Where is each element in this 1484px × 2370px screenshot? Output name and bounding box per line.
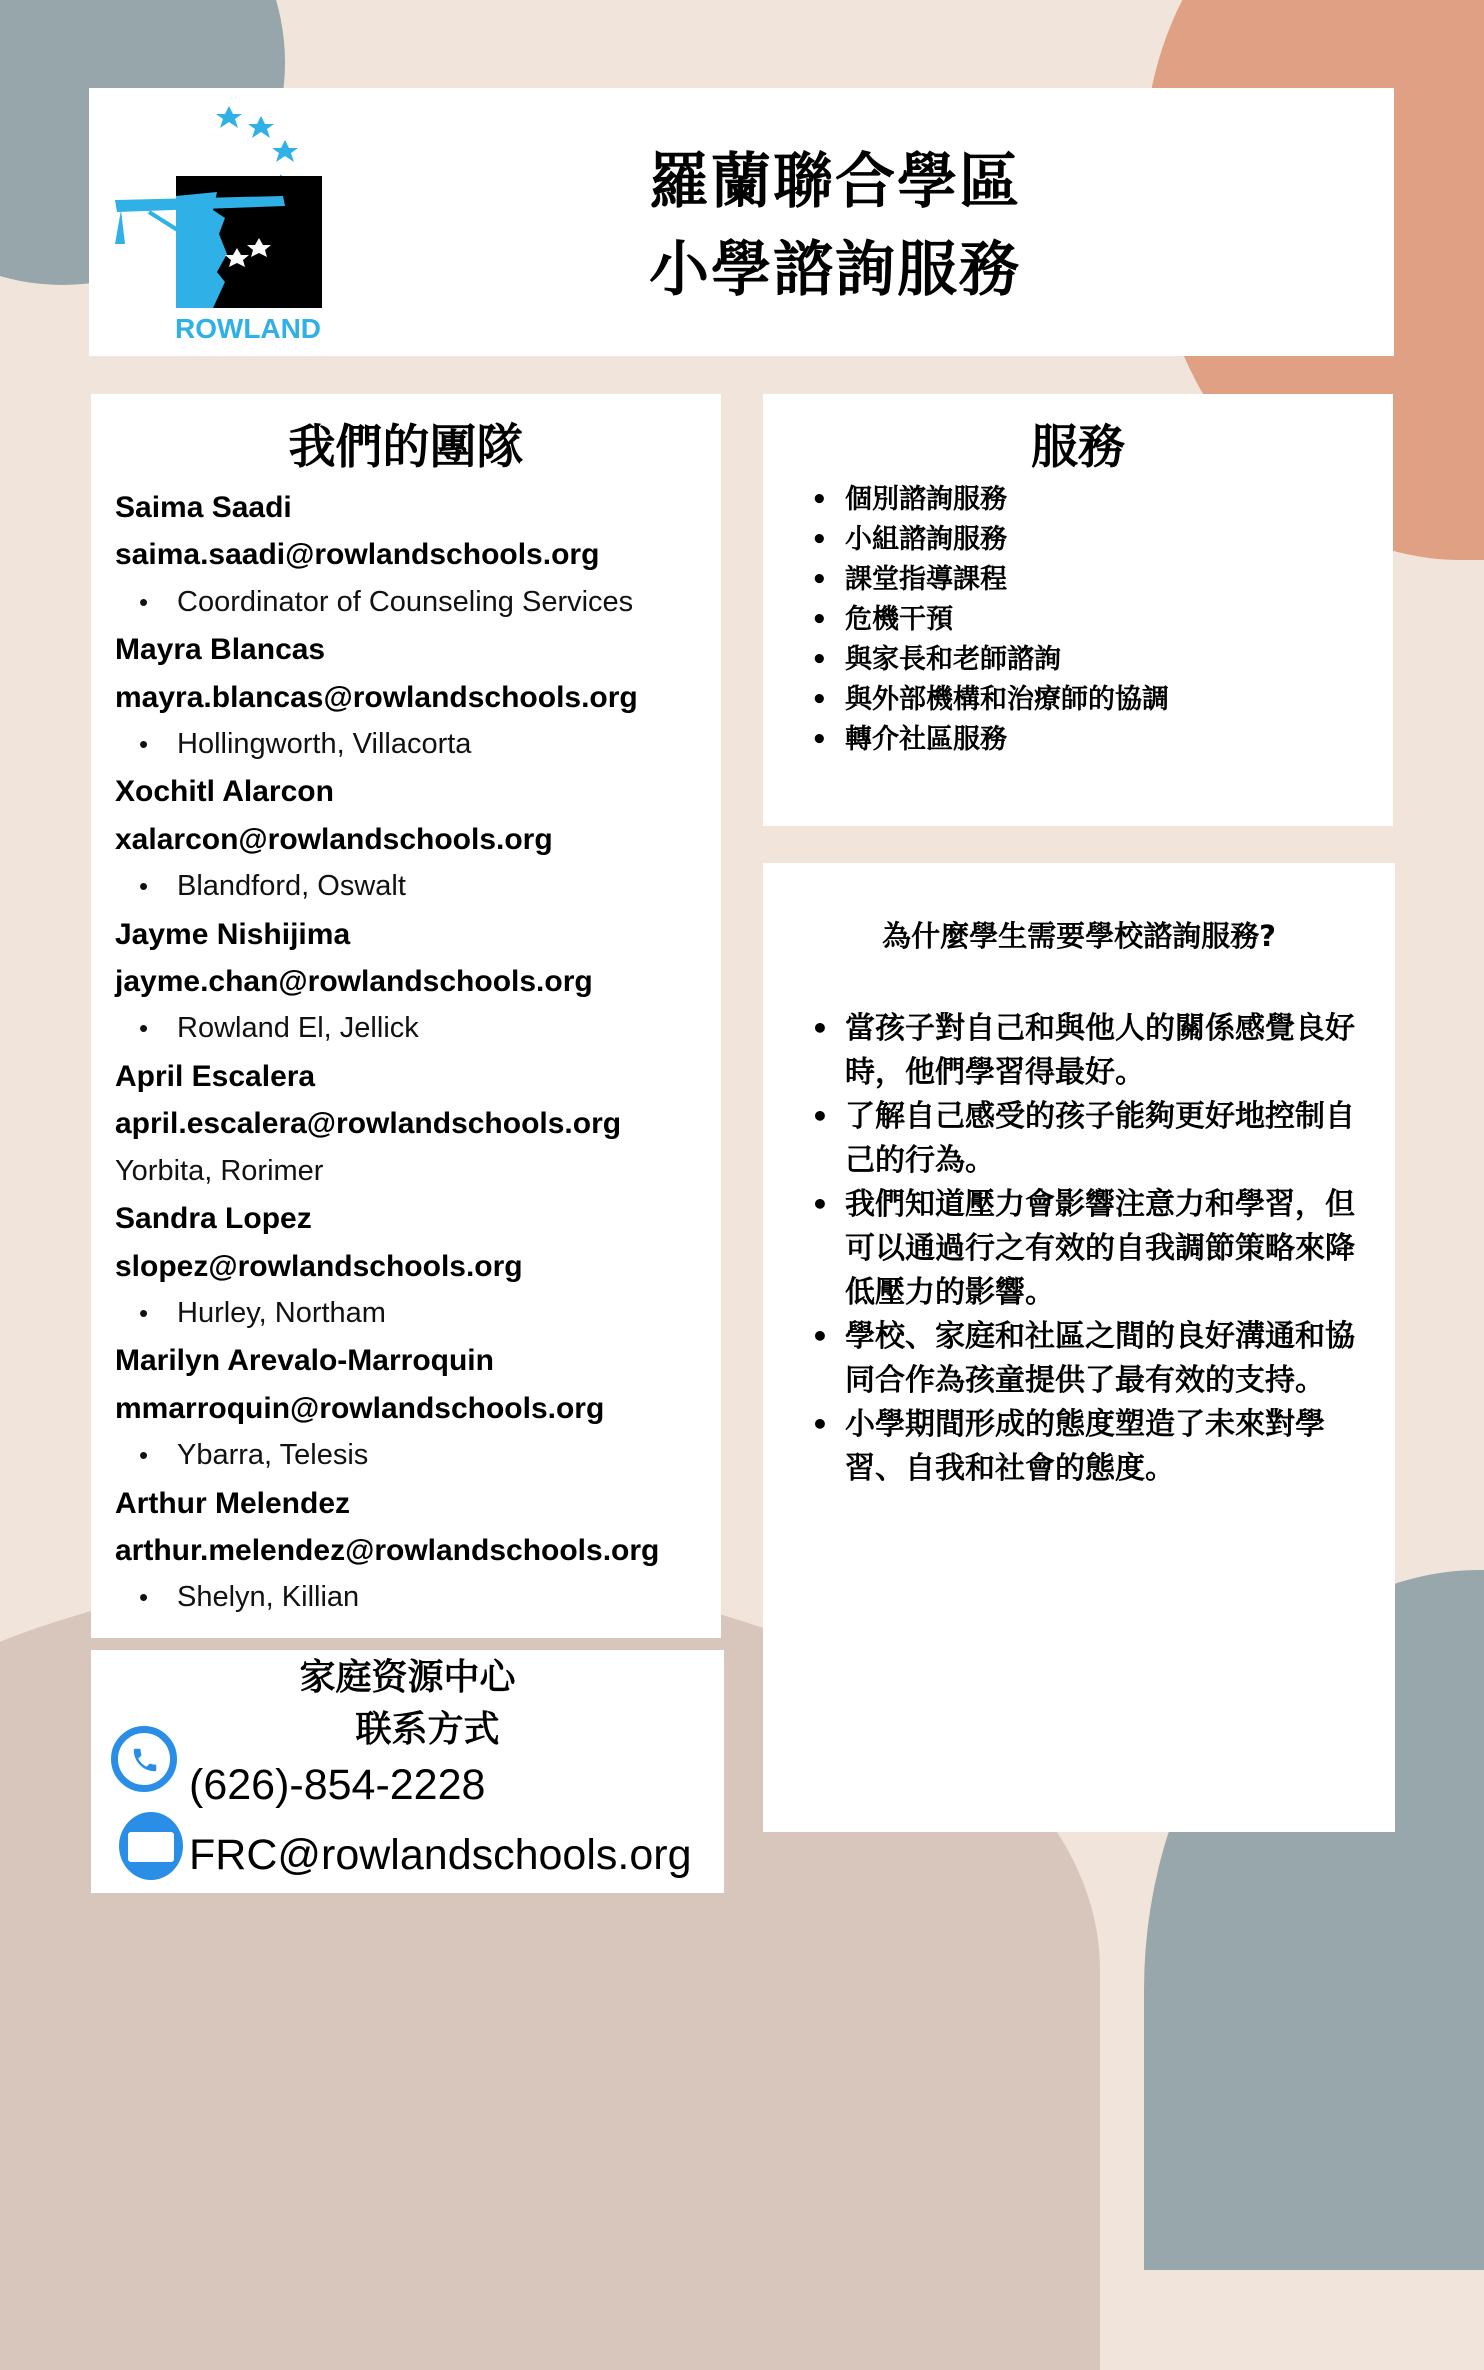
team-member bbox=[115, 911, 697, 1053]
member-email[interactable]: saima.saadi@rowlandschools.org bbox=[115, 538, 600, 572]
member-name: Saima Saadi bbox=[115, 491, 292, 524]
member-schools: • Rowland El, Jellick bbox=[115, 1005, 697, 1052]
service-item: • 小組諮詢服務 bbox=[811, 520, 1393, 560]
why-title: 為什麼學生需要學校諮詢服務? bbox=[882, 919, 1276, 953]
title-line-1: 羅蘭聯合學區 bbox=[649, 147, 1021, 217]
member-name: Sandra Lopez bbox=[115, 1202, 312, 1236]
member-schools: • Coordinator of Counseling Services bbox=[115, 579, 697, 626]
team-card bbox=[91, 394, 721, 1638]
team-title: 我們的團隊 bbox=[288, 420, 524, 475]
services-list bbox=[763, 480, 1393, 760]
member-email[interactable]: mmarroquin@rowlandschools.org bbox=[115, 1391, 605, 1425]
why-counseling-card bbox=[763, 863, 1395, 1832]
member-email[interactable]: slopez@rowlandschools.org bbox=[115, 1249, 523, 1283]
member-email[interactable]: jayme.chan@rowlandschools.org bbox=[115, 965, 593, 999]
service-item: • 與家長和老師諮詢 bbox=[811, 640, 1393, 680]
service-item: • 課堂指導課程 bbox=[811, 560, 1393, 600]
team-member bbox=[115, 484, 697, 626]
why-item: • 了解自己感受的孩子能夠更好地控制自己的行為。 bbox=[811, 1095, 1365, 1183]
member-name: Xochitl Alarcon bbox=[115, 775, 334, 809]
member-schools: • Hollingworth, Villacorta bbox=[115, 721, 697, 768]
team-member bbox=[115, 1480, 697, 1622]
why-item: • 當孩子對自己和與他人的關係感覺良好時，他們學習得最好。 bbox=[811, 1007, 1365, 1095]
member-name: Mayra Blancas bbox=[115, 633, 326, 667]
graduate-logo-icon bbox=[109, 104, 339, 344]
member-email[interactable]: arthur.melendez@rowlandschools.org bbox=[115, 1533, 660, 1567]
services-title: 服務 bbox=[1031, 420, 1125, 475]
member-schools: • Ybarra, Telesis bbox=[115, 1432, 697, 1479]
frc-contact-card bbox=[91, 1650, 724, 1893]
member-schools: • Shelyn, Killian bbox=[115, 1574, 697, 1621]
member-email[interactable]: mayra.blancas@rowlandschools.org bbox=[115, 680, 638, 714]
frc-subtitle: 联系方式 bbox=[355, 1709, 500, 1750]
services-card bbox=[763, 394, 1393, 826]
why-item: • 小學期間形成的態度塑造了未來對學習、自我和社會的態度。 bbox=[811, 1403, 1365, 1491]
member-schools: • Hurley, Northam bbox=[115, 1290, 697, 1337]
header-card bbox=[89, 88, 1394, 356]
team-member bbox=[115, 1053, 697, 1195]
member-name: April Escalera bbox=[115, 1059, 316, 1093]
frc-phone-number[interactable]: (626)-854-2228 bbox=[189, 1761, 486, 1809]
svg-text:ROWLAND: ROWLAND bbox=[175, 313, 321, 344]
service-item: • 轉介社區服務 bbox=[811, 720, 1393, 760]
member-email[interactable]: xalarcon@rowlandschools.org bbox=[115, 822, 553, 856]
team-member bbox=[115, 626, 697, 768]
title-line-2: 小學諮詢服務 bbox=[649, 235, 1021, 305]
member-name: Marilyn Arevalo-Marroquin bbox=[115, 1344, 494, 1378]
page-title bbox=[649, 138, 1049, 314]
why-item: • 我們知道壓力會影響注意力和學習，但可以通過行之有效的自我調節策略來降低壓力的影響。 bbox=[811, 1183, 1365, 1315]
service-item: • 與外部機構和治療師的協調 bbox=[811, 680, 1393, 720]
email-icon bbox=[119, 1812, 183, 1880]
team-member bbox=[115, 1337, 697, 1479]
member-schools: Yorbita, Rorimer bbox=[115, 1154, 324, 1187]
member-name: Arthur Melendez bbox=[115, 1486, 351, 1520]
service-item: • 危機干預 bbox=[811, 600, 1393, 640]
frc-title: 家庭资源中心 bbox=[299, 1657, 516, 1698]
why-item: • 學校、家庭和社區之間的良好溝通和協同合作為孩童提供了最有效的支持。 bbox=[811, 1315, 1365, 1403]
phone-icon bbox=[111, 1726, 177, 1792]
member-email[interactable]: april.escalera@rowlandschools.org bbox=[115, 1107, 622, 1141]
frc-email[interactable]: FRC@rowlandschools.org bbox=[189, 1831, 692, 1879]
member-schools: • Blandford, Oswalt bbox=[115, 863, 697, 910]
rowland-logo bbox=[109, 104, 339, 344]
team-member bbox=[115, 768, 697, 910]
team-member bbox=[115, 1195, 697, 1337]
member-name: Jayme Nishijima bbox=[115, 917, 351, 951]
why-list bbox=[811, 1007, 1365, 1491]
service-item: • 個別諮詢服務 bbox=[811, 480, 1393, 520]
